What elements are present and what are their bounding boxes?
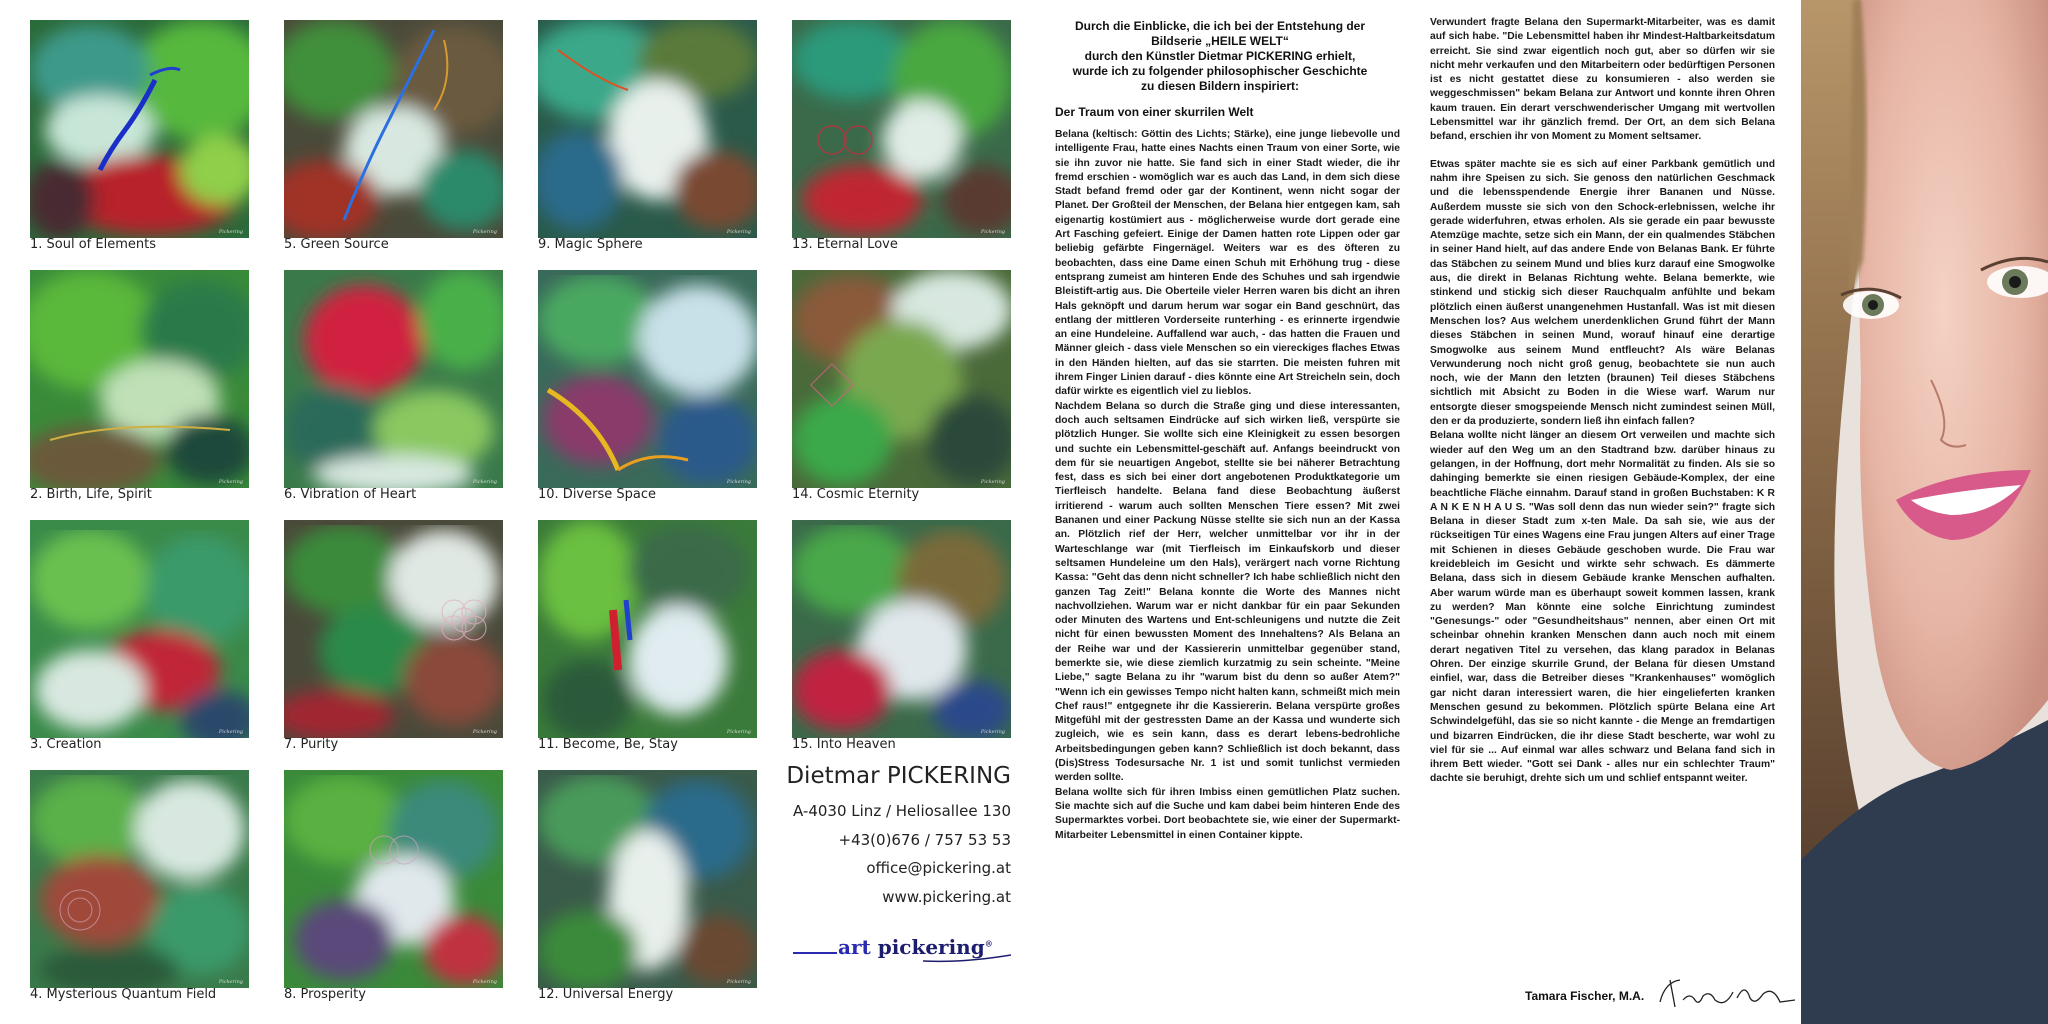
- painting-image: [538, 270, 757, 488]
- painting-signature: Pickering: [218, 479, 243, 485]
- painting-image: [30, 20, 249, 238]
- painting-image: [30, 770, 249, 988]
- painting-signature: Pickering: [980, 229, 1005, 235]
- painting-purity[interactable]: [284, 520, 503, 738]
- painting-diverse-space[interactable]: [538, 270, 757, 488]
- painting-soul-of-elements[interactable]: [30, 20, 249, 238]
- painting-image: [538, 520, 757, 738]
- intro-line: Bildserie „HEILE WELT“: [1151, 34, 1289, 48]
- painting-signature: Pickering: [218, 729, 243, 735]
- painting-signature: Pickering: [726, 229, 751, 235]
- painting-signature: Pickering: [472, 479, 497, 485]
- story-paragraph: Belana (keltisch: Göttin des Lichts; Stärke), eine junge liebevolle und intelligente Frau, hatte eines Nachts einen Traum von einer Sorte, wie sie ihn zuvor nie hatte. Sie fand sich in einer Stadt wieder, die ihr fremd erschien - womöglich war es auch das Land, in dem sich diese Stadt befand fremd oder gar der Kontinent, wenn nicht sogar der Planet. Der Großteil der Menschen, der Belana hier entgegen kam, sah eigenartig kostümiert aus - möglicherweise wurde dort gerade eine Art Fasching gefeiert. Einige der Damen hatten rote Lippen oder gar beliebig gefärbte Fingernägel. Weiters war es des öfteren zu beobachten, dass eine Dame einen Schuh mit Erhöhung trug - diese entsprang zumeist am hinteren Ende des Schuhes und sah irgendwie Bleistift-artig aus. Die Oberteile vieler Herren waren bis dicht an ihren Hals geknöpft und darum herum war sogar ein Band geschnürt, das entlang der mittleren Vorderseite runterhing - es erinnerte irgendwie an eine Hundeleine. Auffallend war auch, - das hatten die Frauen und Männer gleich - dass viele Menschen so ein viereckiges flaches Etwas in den Händen hielten, auf das sie starrten. Die meisten fuhren mit ihrem Finger Linien darauf - dies könnte eine Art Streicheln sein, doch dafür wirkte es eigentlich viel zu lieblos.: [1055, 129, 1400, 398]
- painting-prosperity[interactable]: [284, 770, 503, 988]
- painting-caption: 6. Vibration of Heart: [284, 487, 417, 502]
- painting-signature: Pickering: [218, 979, 243, 985]
- painting-caption: 9. Magic Sphere: [538, 237, 643, 252]
- story-intro: [1050, 19, 1390, 94]
- story-paragraph: Nachdem Belana so durch die Straße ging und diese interessanten, doch auch seltsamen Eindrücke auf sich wirken ließ, verspürte sie plötzlich Hunger. Sie wollte sich eine Kleinigkeit zu essen besorgen und suchte ein Lebensmittel-geschäft auf. Anfangs beeindruckt von dem für sie neuartigen Angebot, stellte sie bei näherer Betrachtung fest, dass es sich bei einer dort angebotenen Produktkategorie um Tierfleisch handelte. Belana fand diese Beobachtung äußerst irritierend - warum auch sollten Menschen Tiere essen? Mit zwei Bananen und einer Packung Nüsse stellte sie sich nun an der Kassa an. Plötzlich rief der Herr, welcher unmittelbar vor ihr in der Warteschlange war (mit Tierfleisch im Einkaufskorb und dieser seltsamen Hundeleine um den Hals), verärgert nach vorne Richtung Kassa: "Geht das denn nicht schneller? Ich habe schließlich nicht den ganzen Tag Zeit!" Belana konnte die Worte des Mannes nicht nachvollziehen. Warum war er nicht dankbar für ein paar Sekunden oder Minuten des Wartens und Ent-schleunigens und nutzte die Zeit nicht für einen bewussten Moment des Innehaltens? Als Belana an der Reihe war und der Kassiererin unmittelbar gegenüber stand, bemerkte sie, wie diese ziemlich kurzatmig zu sein scheinte. "Meine Liebe," sagte Belana zu ihr "warum bist du denn so außer Atem?" "Wenn ich ein gewisses Tempo nicht halten kann, schmeißt mich mein Chef raus!" entgegnete ihr die Kassiererin. Belana verspürte großes Mitgefühl mit der gestressten Dame an der Kassa und wunderte sich zugleich, wie es sein kann, dass es derart lebens-bedrohliche Arbeitsbedingungen geben kann? Schließlich ist doch bekannt, dass (Dis)Stress Todesursache Nr. 1 ist und somit tunlichst vermieden werden sollte.: [1055, 400, 1400, 784]
- painting-caption: 5. Green Source: [284, 237, 389, 252]
- painting-signature: Pickering: [726, 979, 751, 985]
- painting-green-source[interactable]: [284, 20, 503, 238]
- painting-signature: Pickering: [726, 479, 751, 485]
- painting-signature: Pickering: [980, 479, 1005, 485]
- painting-signature: Pickering: [472, 229, 497, 235]
- painting-caption: 11. Become, Be, Stay: [538, 737, 678, 752]
- painting-signature: Pickering: [218, 229, 243, 235]
- story-paragraph: Verwundert fragte Belana den Supermarkt-Mitarbeiter, was es damit auf sich habe. "Die Lebensmittel haben ihr Mindest-Haltbarkeitsdatum erreicht. Sie sind zwar eigentlich noch gut, aber so dürfen wir sie nicht mehr verkaufen und den Mitarbeitern oder bedürftigen Personen ist es nicht gestattet diese zu konsumieren - also werden sie weggeschmissen" bekam Belana zur Antwort und konnte ihren Ohren kaum trauen. Ein derart verschwenderischer Umgang mit wertvollen Lebensmittel war ihr gänzlich fremd. Der Ort, an dem sich Belana befand, erschien ihr von Moment zu Moment seltsamer.: [1430, 17, 1775, 143]
- painting-into-heaven[interactable]: [792, 520, 1011, 738]
- story-paragraph: Belana wollte nicht länger an diesem Ort verweilen und machte sich wieder auf den Weg um an den Stadtrand bzw. darüber hinaus zu gelangen, in der Hoffnung, dort mehr Normalität zu finden. Als sie so dahinging bemerkte sie einen riesigen Gebäude-Komplex, der eine beachtliche Fläche einnahm. Darauf stand in großen Buchstaben: K R A N K E N H A U S. "Was soll denn das nun wieder sein?" fragte sich Belana in dieser Stadt zum x-ten Male. Da sah sie, wie aus der rückseitigen Tür eines Wagens eine Frau jungen Alters auf einer Trage mit Schienen in dieses Gebäude geschoben wurde. Die Frau war kreidebleich im Gesicht und wirkte sehr schwach. Es dämmerte Belana, dass sich in diesem Gebäude kranke Menschen aufhalten. Aber warum würde man es überhaupt soweit kommen lassen, krank zu werden? Man könnte eine solche Einrichtung zumindest "Genesungs-" oder "Gesundheitshaus" nennen, aber einen Ort mit scheinbar ohnehin kranken Menschen dann auch noch mit einem derart negativen Titel zu versehen, das klang paradox in Belanas Ohren. Der einzige skurrile Grund, der Belana für diesen Umstand einfiel, war, dass die Betreiber dieses "Krankenhauses" womöglich gar nicht daran interessiert waren, die hier eingelieferten kranken Menschen gesund zu bekommen. Plötzlich spürte Belana eine Art Schwindelgefühl, das sie so nicht kannte - die Menge an fremdartigen und bizarren Eindrücken, die ihr diese Stadt bescherte, war wohl zu viel für sie ... Auf einmal war alles schwarz und Belana fand sich in ihrem Bett wieder. "Gott sei Dank - alles nur ein schlechter Traum" dachte sie beruhigt, drehte sich um und schlief entspannt weiter.: [1430, 430, 1775, 785]
- logo-swoosh-icon: [923, 953, 1011, 963]
- painting-caption: 2. Birth, Life, Spirit: [30, 487, 152, 502]
- painting-image: [792, 520, 1011, 738]
- painting-become-be-stay[interactable]: [538, 520, 757, 738]
- artist-website[interactable]: www.pickering.at: [882, 888, 1011, 906]
- painting-universal-energy[interactable]: [538, 770, 757, 988]
- painting-caption: 12. Universal Energy: [538, 987, 674, 1002]
- painting-caption: 13. Eternal Love: [792, 237, 898, 252]
- logo-registered-mark: ®: [984, 938, 993, 949]
- painting-image: [792, 270, 1011, 488]
- painting-caption: 14. Cosmic Eternity: [792, 487, 920, 502]
- painting-signature: Pickering: [472, 979, 497, 985]
- painting-magic-sphere[interactable]: [538, 20, 757, 238]
- intro-line: zu diesen Bildern inspiriert:: [1140, 79, 1300, 93]
- painting-signature: Pickering: [980, 729, 1005, 735]
- story-title: Der Traum von einer skurrilen Welt: [1055, 105, 1254, 119]
- intro-line: Durch die Einblicke, die ich bei der Entstehung der: [1074, 19, 1366, 33]
- author-portrait: [1801, 0, 2048, 1024]
- painting-image: [538, 770, 757, 988]
- painting-caption: 8. Prosperity: [284, 987, 366, 1002]
- art-pickering-logo: [793, 935, 1011, 965]
- painting-signature: Pickering: [726, 729, 751, 735]
- logo-line: [793, 952, 837, 954]
- artist-address: A-4030 Linz / Heliosallee 130: [793, 802, 1011, 820]
- painting-caption: 7. Purity: [284, 737, 339, 752]
- painting-image: [30, 520, 249, 738]
- story-column-2: [1430, 16, 1775, 787]
- author-signature: [1655, 972, 1800, 1014]
- painting-caption: 1. Soul of Elements: [30, 237, 156, 252]
- painting-caption: 15. Into Heaven: [792, 737, 896, 752]
- painting-image: [284, 770, 503, 988]
- painting-image: [284, 270, 503, 488]
- painting-creation[interactable]: [30, 520, 249, 738]
- painting-caption: 3. Creation: [30, 737, 102, 752]
- artist-phone[interactable]: +43(0)676 / 757 53 53: [838, 831, 1011, 849]
- logo-art: art: [838, 935, 871, 959]
- painting-image: [284, 520, 503, 738]
- artist-email[interactable]: office@pickering.at: [866, 859, 1011, 877]
- intro-line: wurde ich zu folgender philosophischer Geschichte: [1072, 64, 1368, 78]
- logo-name: pickering: [877, 935, 985, 959]
- painting-caption: 10. Diverse Space: [538, 487, 656, 502]
- painting-image: [538, 20, 757, 238]
- intro-line: durch den Künstler Dietmar PICKERING erhielt,: [1084, 49, 1356, 63]
- painting-caption: 4. Mysterious Quantum Field: [30, 987, 217, 1002]
- author-name: Tamara Fischer, M.A.: [1525, 989, 1645, 1003]
- painting-mysterious-quantum-field[interactable]: [30, 770, 249, 988]
- painting-signature: Pickering: [472, 729, 497, 735]
- story-paragraph: Belana wollte sich für ihren Imbiss einen gemütlichen Platz suchen. Sie machte sich auf die Suche und kam dabei beim hinteren Ende des Supermarktes vorbei. Dort beobachtete sie, wie einer der Supermarkt-Mitarbeiter Lebensmittel in einen Container kippte.: [1055, 786, 1400, 841]
- story-paragraph: Etwas später machte sie es sich auf einer Parkbank gemütlich und nahm ihre Speisen zu sich. Sie genoss den natürlichen Geschmack und die lebensspendende Energie ihrer Bananen und Nüsse. Außerdem musste sie sich von den Schock-erlebnissen, welche ihr gerade widerfuhren, etwas erholen. Als sie gerade ein paar bewusste Atemzüge machte, setze sich ein Mann, der ein qualmendes Stäbchen in seiner Hand hielt, auf das andere Ende von Belanas Bank. Er führte das Stäbchen zu seinem Mund und blies kurz darauf eine Smogwolke aus, die direkt in Belanas Richtung wehte. Belana bemerkte, wie stinkend und stickig sich dieser Rauchqualm anfühlte und bekam plötzlich einen äußerst unangenehmen Hustanfall. Was ist mit diesen Menschen los? Aus welchem unerdenklichen Grund führt der Mann dieses Stäbchen in seinen Mund, worauf hinauf eine derartige Smogwolke aus seinem Mund entfleucht? Als wäre Belanas Verwunderung noch nicht groß genug, beobachtete sie nun auch noch, wie der Mann den letzten (braunen) Teil dieses Stäbchens sichtlich mit Absicht zu Boden in die Wiese warf. Warum nur entsorgte dieser smogspeiende Mensch nicht zumindest seinen Müll, den er da produzierte, sondern ließ ihn einfach fallen?: [1430, 158, 1775, 428]
- painting-birth-life-spirit[interactable]: [30, 270, 249, 488]
- painting-image: [284, 20, 503, 238]
- painting-vibration-of-heart[interactable]: [284, 270, 503, 488]
- painting-eternal-love[interactable]: [792, 20, 1011, 238]
- painting-image: [792, 20, 1011, 238]
- painting-image: [30, 270, 249, 488]
- artist-name: Dietmar PICKERING: [786, 763, 1011, 789]
- story-column-1: [1055, 128, 1400, 843]
- painting-cosmic-eternity[interactable]: [792, 270, 1011, 488]
